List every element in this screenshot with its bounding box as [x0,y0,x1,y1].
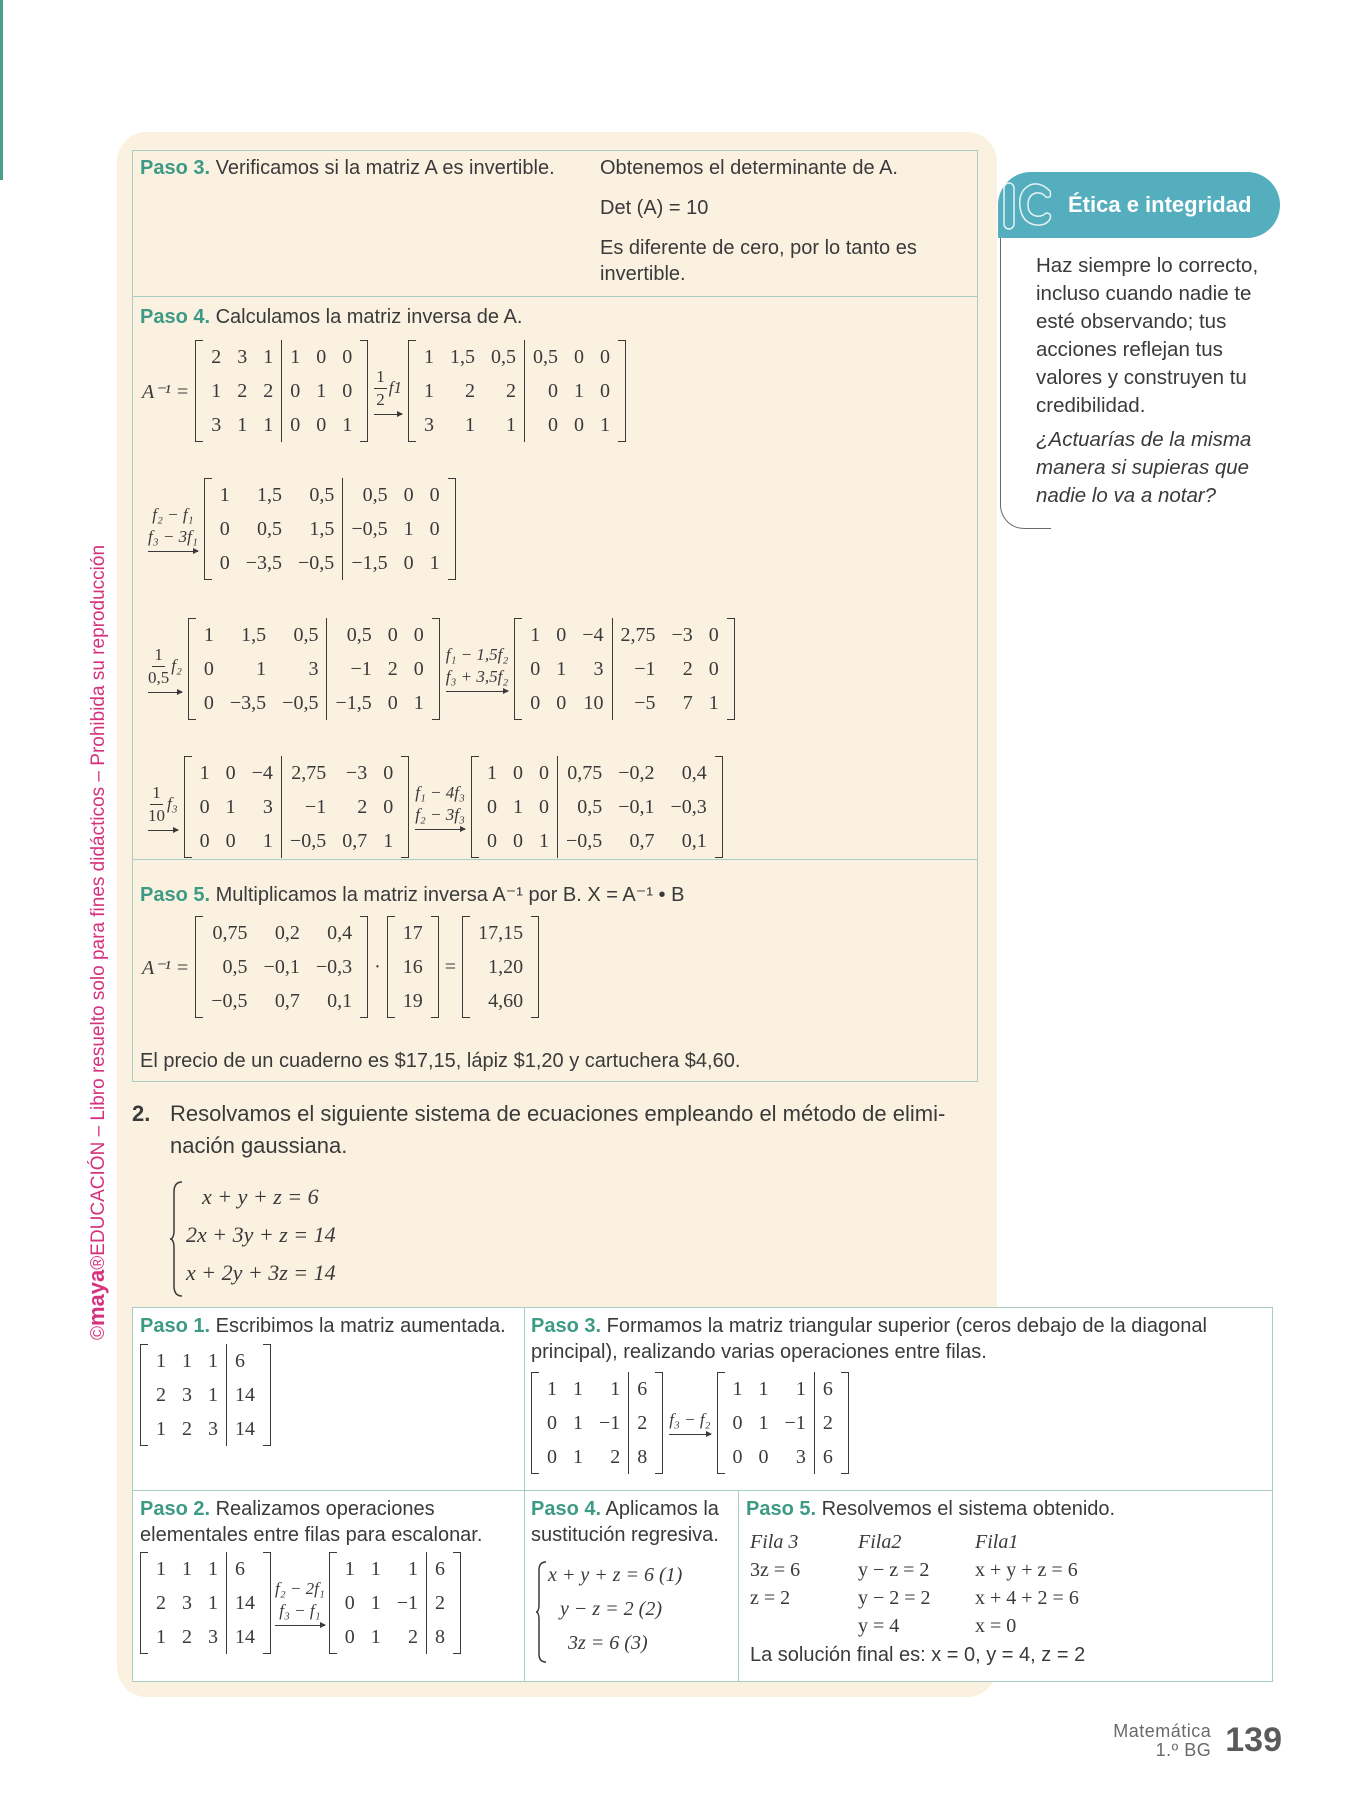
ex2-paso1-matrix-row [140,1344,271,1446]
step-text: Realizamos operaciones elementales entre filas para escalonar. [140,1498,483,1546]
augmented-matrix: 1 1,5 0,5 0,5 0 0 0 0,5 1,5 −0,5 1 0 0 −3,5 −0,5 −1,5 0 1 [204,478,456,580]
subject-name: Matemática [1113,1721,1212,1741]
ethics-title: Ética e integridad [1068,192,1252,217]
page-edge-bar [0,0,3,180]
copyright-symbol: © [88,1326,109,1340]
augmented-matrix: 1 1 1 6 2 3 1 14 1 2 3 14 [140,1344,271,1446]
augmented-matrix: 1 0 −4 2,75 −3 0 0 1 3 −1 2 0 0 0 10 −5 7 1 [514,618,735,720]
augmented-matrix: 1 0 −4 2,75 −3 0 0 1 3 −1 2 0 0 0 1 −0,5 0,7 1 [184,756,410,858]
arrow-icon [374,414,402,415]
equation-3: x + 2y + 3z = 14 [186,1260,336,1285]
multiply-dot: · [374,955,381,978]
step-text: Multiplicamos la matriz inversa A⁻¹ por B. X = A⁻¹ • B [215,884,685,906]
inverse-step-row-1 [142,340,626,442]
equation-system [186,1178,336,1292]
step-title: Paso 1. [140,1315,211,1337]
step-title: Paso 2. [140,1498,211,1520]
solution-column-fila2: Fila2 y − z = 2 y − 2 = 2 y = 4 [858,1531,931,1637]
ex2-paso5-heading [746,1496,1266,1522]
equation-2: y − z = 2 (2) [560,1598,662,1620]
ethics-header [998,172,1280,238]
step-title: Paso 5. [140,884,211,906]
brand-logo: maya [84,1269,109,1326]
ex2-paso2-matrix-row [140,1552,461,1654]
arrow-icon [148,692,182,693]
row-operation: f₂ − 2f₁ f₃ − f₁ [275,1578,325,1628]
ex1-paso3-right [600,155,940,287]
arrow-icon [446,691,509,692]
equation-1: x + y + z = 6 (1) [548,1564,683,1586]
row-divider [132,296,978,297]
augmented-matrix: 1 1 1 6 0 1 −1 2 0 1 2 8 [531,1372,663,1474]
solution-product [142,916,539,1018]
row-operation: f₁ − 1,5f₂ f₃ + 3,5f₂ [446,644,509,694]
inverse-step-row-2 [148,478,456,580]
ethics-question: ¿Actuarías de la misma manera si supieras que nadie lo va a notar? [1036,428,1252,507]
grade-level: 1.º BG [1155,1740,1212,1760]
ex2-paso4-heading [531,1496,736,1548]
ex2-paso3-heading [531,1313,1266,1365]
inverse-lhs: A⁻¹ = [142,956,190,979]
augmented-matrix: 1 0 0 0,75 −0,2 0,4 0 1 0 0,5 −0,1 −0,3 0 0 1 −0,5 0,7 0,1 [471,756,723,858]
step-text: Calculamos la matriz inversa de A. [215,306,523,328]
registered-symbol: ® [88,1255,109,1270]
row-operation: $\frac{1}{0,5}$ f₂ [148,644,182,695]
row-divider [132,859,978,860]
price-conclusion: El precio de un cuaderno es $17,15, lápiz $1,20 y cartuchera $4,60. [140,1050,741,1072]
ethics-content [1036,252,1272,510]
ex2-paso2-heading [140,1496,520,1548]
step-title: Paso 4. [531,1498,602,1520]
row-divider [132,1490,1273,1491]
arrow-icon [148,830,178,831]
equation-3: 3z = 6 (3) [568,1632,648,1654]
step-text: Resolvemos el sistema obtenido. [821,1498,1116,1520]
row-operation: f₁ − 4f₃ f₂ − 3f₃ [415,782,465,832]
ethics-callout [998,172,1280,238]
step-title: Paso 4. [140,306,211,328]
copyright-credit [84,545,110,1340]
footer-subject [1113,1722,1211,1760]
exercise2-statement [132,1098,992,1162]
system-brace-icon [170,1180,184,1298]
determinant-conclusion: Es diferente de cero, por lo tanto es invertible. [600,237,917,285]
arrow-icon [148,551,198,552]
equation-1: x + y + z = 6 [202,1184,319,1209]
ex1-paso5-heading [140,882,684,908]
row-operation: f₃ − f₂ [669,1409,710,1437]
ex1-paso3-left [140,155,580,181]
step-title: Paso 3. [531,1315,602,1337]
determinant-intro: Obtenemos el determinante de A. [600,157,898,179]
augmented-matrix: 1 1 1 6 0 1 −1 2 0 0 3 6 [717,1372,849,1474]
step-text: Escribimos la matriz aumentada. [215,1315,506,1337]
page-number: 139 [1225,1721,1282,1759]
row-operation: $\frac{1}{10}$ f₃ [148,782,178,833]
exercise-number: 2. [132,1101,151,1126]
ex2-paso3-matrix-row [531,1372,849,1474]
inverse-matrix: 0,75 0,2 0,4 0,5 −0,1 −0,3 −0,5 0,7 0,1 [195,916,368,1018]
step-text: Formamos la matriz triangular superior (ceros debajo de la diagonal principal), realizando varias operaciones entre filas. [531,1315,1207,1363]
solution-columns [750,1528,1135,1640]
page-footer [1113,1722,1282,1760]
statement-line-2: nación gaussiana. [170,1133,348,1158]
system-brace-icon [536,1560,548,1664]
inverse-step-row-4 [148,756,723,858]
arrow-icon [275,1625,325,1626]
credit-text: EDUCACIÓN – Libro resuelto solo para fines didácticos – Prohibida su reproducción [88,544,109,1256]
final-solution: La solución final es: x = 0, y = 4, z = 2 [750,1644,1086,1666]
equals-sign: = [444,955,457,978]
solution-column-fila3: Fila 3 3z = 6 z = 2 [750,1531,801,1609]
result-vector: 17,15 1,20 4,60 [462,916,539,1018]
ex2-paso1-heading [140,1313,520,1339]
augmented-matrix: 1 1,5 0,5 0,5 0 0 0 1 3 −1 2 0 0 −3,5 −0,5 −1,5 0 1 [188,618,440,720]
inverse-step-row-3 [148,618,735,720]
row-operation: $\frac{1}{2}$ f1 [374,366,402,417]
step-text: Aplicamos la sustitución regresiva. [531,1498,719,1546]
augmented-matrix: 2 3 1 1 0 0 1 2 2 0 1 0 3 1 1 0 0 1 [195,340,368,442]
step-title: Paso 5. [746,1498,817,1520]
step-text: Verificamos si la matriz A es invertible. [215,157,555,179]
determinant-value: Det (A) = 10 [600,197,709,219]
row-operation: f₂ − f₁ f₃ − 3f₁ [148,504,198,554]
augmented-matrix: 1 1 1 6 2 3 1 14 1 2 3 14 [140,1552,271,1654]
solution-column-fila1: Fila1 x + y + z = 6 x + 4 + 2 = 6 x = 0 [975,1531,1079,1637]
arrow-icon [415,829,465,830]
ic-logo-icon [1000,177,1058,233]
equation-2: 2x + 3y + z = 14 [186,1222,336,1247]
arrow-icon [669,1434,710,1435]
col-divider [524,1307,525,1682]
ex1-paso4-heading [140,304,522,330]
statement-line-1: Resolvamos el siguiente sistema de ecuaciones empleando el método de elimi- [170,1101,946,1126]
step-title: Paso 3. [140,157,211,179]
inverse-lhs: A⁻¹ = [142,380,190,403]
augmented-matrix: 1 1 1 6 0 1 −1 2 0 1 2 8 [329,1552,461,1654]
col-divider [738,1490,739,1682]
back-substitution-system [548,1558,682,1660]
b-vector: 17 16 19 [387,916,439,1018]
ethics-body-text: Haz siempre lo correcto, incluso cuando nadie te esté observando; tus acciones reflejan tus valores y construyen tu credibilidad. [1036,254,1259,417]
augmented-matrix: 1 1,5 0,5 0,5 0 0 1 2 2 0 1 0 3 1 1 0 0 1 [408,340,626,442]
